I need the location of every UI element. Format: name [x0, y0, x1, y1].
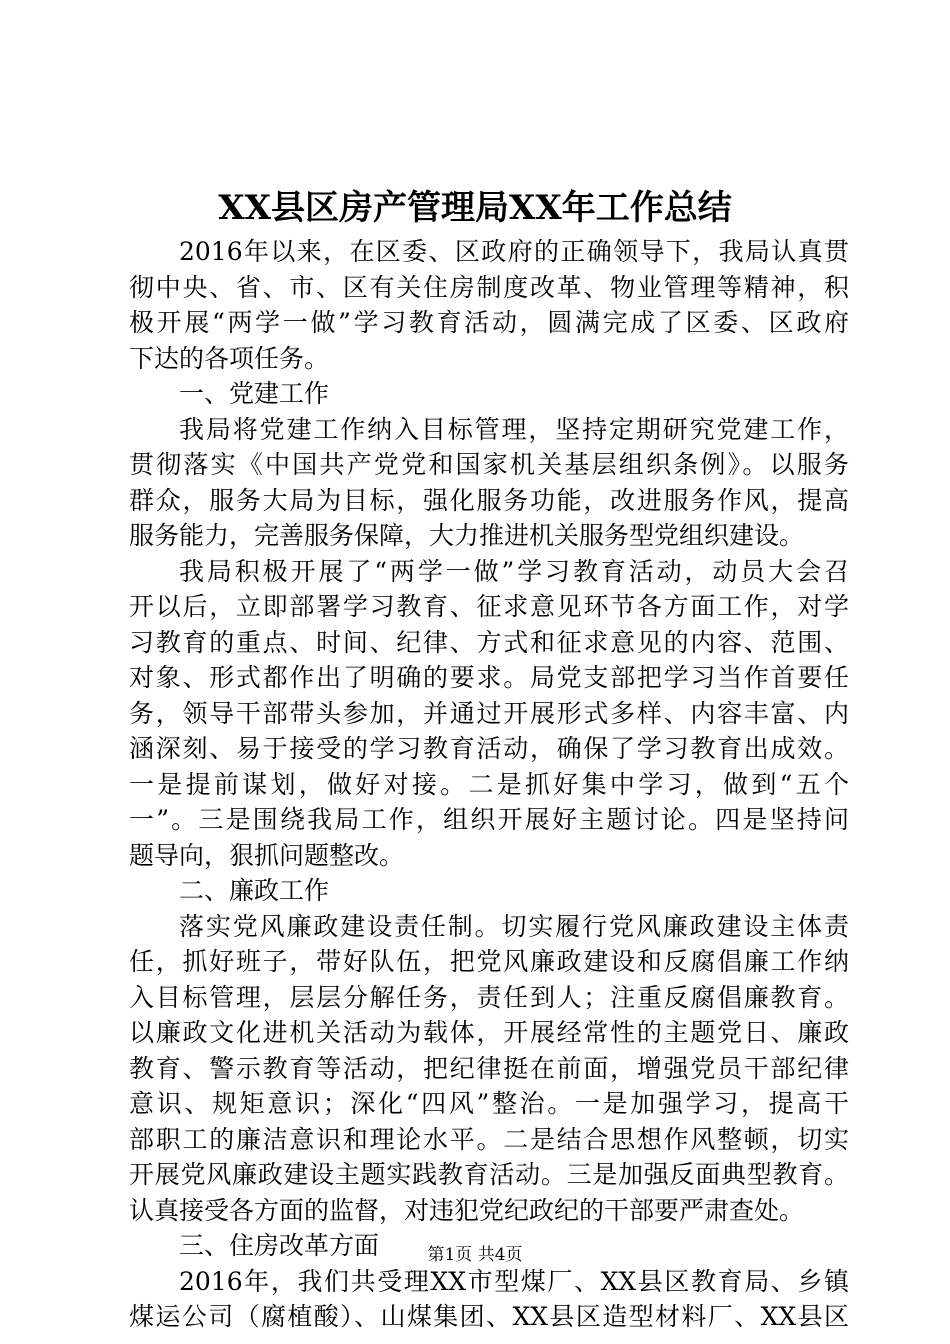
paragraph-line: 开以后，立即部署学习教育、征求意见环节各方面工作，对学 [129, 592, 849, 621]
paragraph-line: 题导向，狠抓问题整改。 [129, 840, 405, 870]
paragraph-line: 群众，服务大局为目标，强化服务功能，改进服务作风，提高 [129, 485, 849, 515]
paragraph-line: 习教育的重点、时间、纪律、方式和征求意见的内容、范围、 [129, 627, 849, 657]
paragraph-line: 认真接受各方面的监督，对违犯党纪政纪的干部要严肃查处。 [129, 1195, 805, 1225]
paragraph-line: 彻中央、省、市、区有关住房制度改革、物业管理等精神，积 [129, 272, 849, 302]
section-heading: 二、廉政工作 [179, 876, 330, 905]
page-title: XX县区房产管理局XX年工作总结 [218, 188, 732, 228]
paragraph-line: 贯彻落实《中国共产党党和国家机关基层组织条例》。以服务 [129, 450, 849, 479]
section-heading: 一、党建工作 [179, 379, 330, 408]
paragraph-line: 极开展“两学一做”学习教育活动，圆满完成了区委、区政府 [129, 308, 849, 337]
paragraph-line: 开展党风廉政建设主题实践教育活动。三是加强反面典型教育。 [129, 1160, 849, 1189]
paragraph-line: 下达的各项任务。 [129, 343, 330, 373]
paragraph-line: 一是提前谋划，做好对接。二是抓好集中学习，做到“五个 [129, 769, 849, 799]
paragraph-line: 2016年以来，在区委、区政府的正确领导下，我局认真贯 [179, 237, 849, 266]
paragraph-line: 2016年，我们共受理XX市型煤厂、XX县区教育局、乡镇 [179, 1266, 849, 1296]
paragraph-line: 一”。三是围绕我局工作，组织开展好主题讨论。四是坚持问 [129, 805, 849, 834]
paragraph-line: 对象、形式都作出了明确的要求。局党支部把学习当作首要任 [129, 663, 849, 692]
paragraph-line: 以廉政文化进机关活动为载体，开展经常性的主题党日、廉政 [129, 1018, 849, 1047]
paragraph-line: 我局积极开展了“两学一做”学习教育活动，动员大会召 [179, 556, 849, 586]
paragraph-line: 落实党风廉政建设责任制。切实履行党风廉政建设主体责 [179, 911, 849, 941]
page-footer: 第1页 共4页 [427, 1245, 523, 1265]
paragraph-line: 煤运公司（腐植酸）、山煤集团、XX县区造型材料厂、XX县区 [129, 1302, 849, 1331]
paragraph-line: 涵深刻、易于接受的学习教育活动，确保了学习教育出成效。 [129, 734, 849, 763]
paragraph-line: 我局将党建工作纳入目标管理，坚持定期研究党建工作， [179, 414, 849, 444]
paragraph-line: 部职工的廉洁意识和理论水平。二是结合思想作风整顿，切实 [129, 1124, 849, 1154]
paragraph-line: 务，领导干部带头参加，并通过开展形式多样、内容丰富、内 [129, 698, 849, 728]
document-body [129, 234, 849, 1335]
paragraph-line: 入目标管理，层层分解任务，责任到人；注重反腐倡廉教育。 [129, 982, 849, 1012]
paragraph-line: 教育、警示教育等活动，把纪律挺在前面，增强党员干部纪律 [129, 1053, 849, 1083]
paragraph-line: 意识、规矩意识；深化“四风”整治。一是加强学习，提高干 [129, 1089, 849, 1118]
paragraph-line: 任，抓好班子，带好队伍，把党风廉政建设和反腐倡廉工作纳 [129, 947, 849, 976]
paragraph-line: 服务能力，完善服务保障，大力推进机关服务型党组织建设。 [129, 521, 805, 550]
section-heading: 三、住房改革方面 [179, 1231, 380, 1260]
